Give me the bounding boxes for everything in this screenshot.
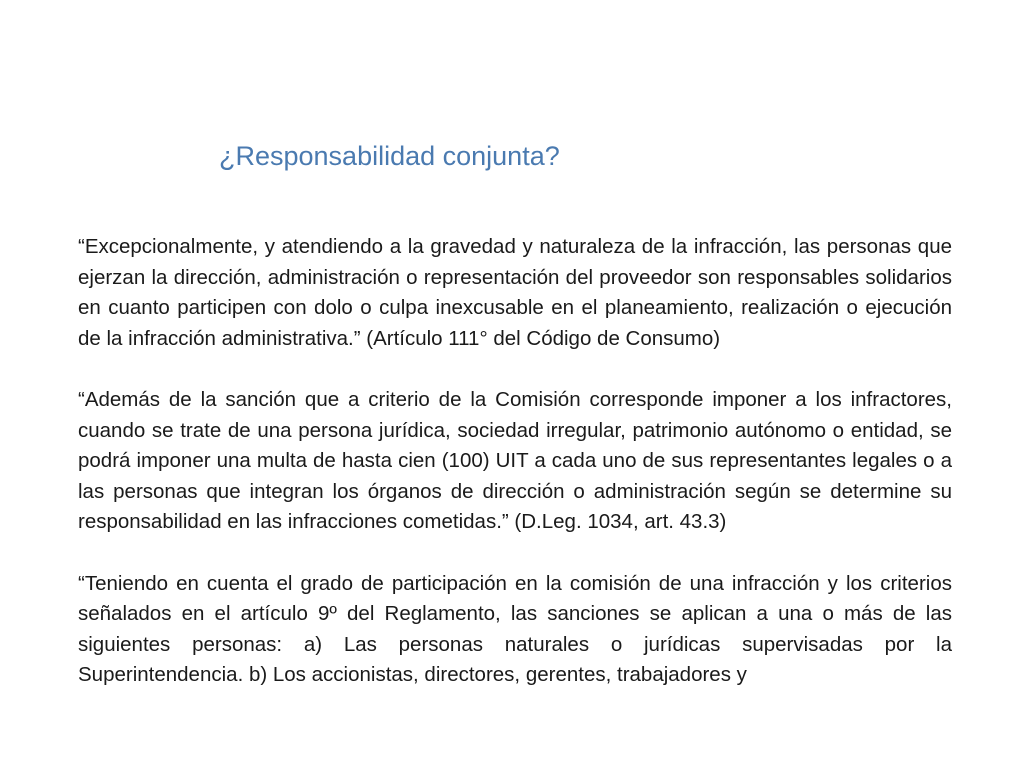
quote-paragraph-dleg-1034: “Además de la sanción que a criterio de la Comisión corresponde imponer a los infractores, cuando se trate de una persona jurídica, sociedad irregular, patrimonio autónomo o entidad, se podrá imponer una multa de hasta cien (100) UIT a cada uno de sus representantes legales o a las personas que integran los órganos de dirección o administración según se determine su responsabilidad en las infracciones cometidas.” (D.Leg. 1034, art. 43.3) [78,388,952,533]
slide-title: ¿Responsabilidad conjunta? [219,141,560,171]
quote-paragraph-regulation: “Teniendo en cuenta el grado de participación en la comisión de una infracción y los criterios señalados en el artículo 9º del Reglamento, las sanciones se aplican a una o más de las siguientes personas: a) Las personas naturales o jurídicas supervisadas por la Superintendencia. b) Los accionistas, directores, gerentes, trabajadores y [78,571,952,686]
slide-body [78,232,952,722]
quote-paragraph-consumer-code: “Excepcionalmente, y atendiendo a la gravedad y naturaleza de la infracción, las personas que ejerzan la dirección, administración o representación del proveedor son responsables solidarios en cuanto participen con dolo o culpa inexcusable en el planeamiento, realización o ejecución de la infracción administrativa.” (Artículo 111° del Código de Consumo) [78,235,952,350]
